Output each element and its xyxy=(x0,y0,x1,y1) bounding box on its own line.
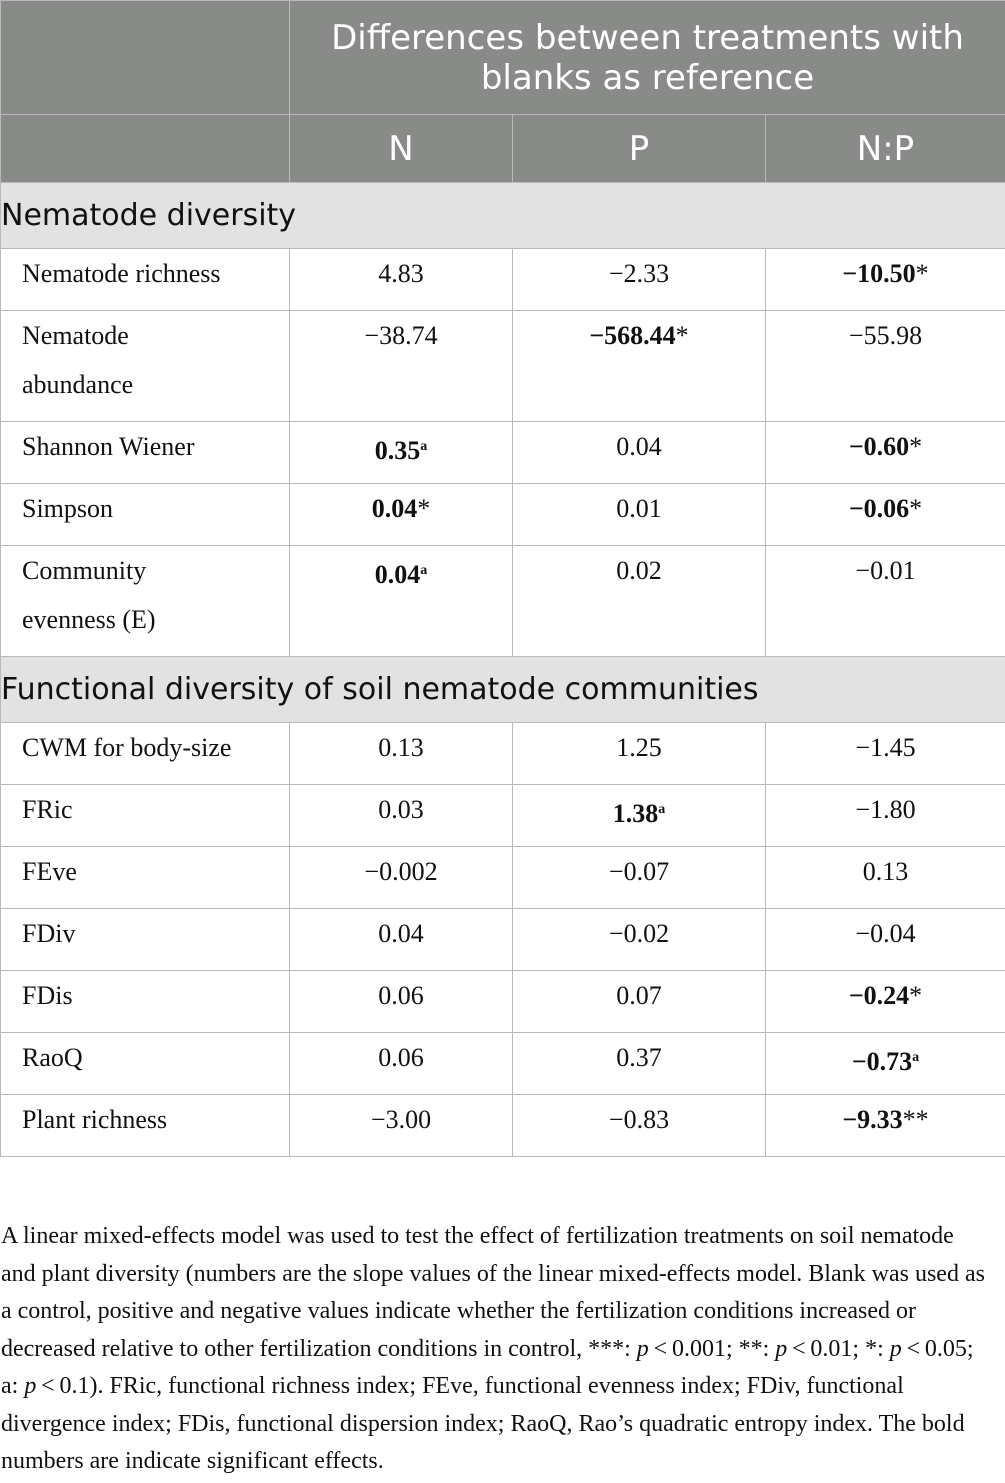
column-header-p: P xyxy=(513,115,766,183)
cell-n xyxy=(290,971,513,1033)
cell-p xyxy=(513,847,766,909)
cell-np xyxy=(766,484,1005,546)
header-corner-cell xyxy=(1,115,290,183)
cell-value: 0.01 xyxy=(616,494,662,523)
cell-p xyxy=(513,422,766,484)
cell-value: 0.04 xyxy=(378,919,424,948)
cell-value: 0.04 xyxy=(616,432,662,461)
table-row xyxy=(1,847,1005,909)
significance-superscript: a xyxy=(658,802,666,817)
table-row xyxy=(1,249,1005,311)
cell-p xyxy=(513,484,766,546)
cell-np xyxy=(766,909,1005,971)
header-corner-cell xyxy=(1,1,290,115)
table-body xyxy=(1,183,1005,1157)
cell-value: 1.38 xyxy=(612,799,659,828)
cell-value: −0.06 xyxy=(848,494,910,523)
cell-value: 0.02 xyxy=(616,556,662,585)
cell-p xyxy=(513,249,766,311)
cell-value: 0.04 xyxy=(371,494,418,523)
cell-value: −38.74 xyxy=(364,321,438,350)
cell-n xyxy=(290,909,513,971)
cell-n xyxy=(290,847,513,909)
cell-value: 0.13 xyxy=(862,857,909,886)
cell-value: 0.03 xyxy=(378,795,424,824)
row-label: RaoQ xyxy=(1,1033,290,1095)
column-header-n: N xyxy=(290,115,513,183)
row-label: FDis xyxy=(1,971,290,1033)
cell-value: −10.50 xyxy=(842,259,916,288)
cell-p xyxy=(513,311,766,422)
table-row xyxy=(1,909,1005,971)
table-row xyxy=(1,311,1005,422)
table-row xyxy=(1,723,1005,785)
cell-value: −0.02 xyxy=(608,919,670,948)
cell-np xyxy=(766,1033,1005,1095)
cell-value: 1.25 xyxy=(616,733,662,762)
cell-n xyxy=(290,723,513,785)
table-row xyxy=(1,546,1005,657)
significance-mark: * xyxy=(675,321,689,350)
cell-value: −9.33 xyxy=(842,1105,903,1134)
cell-value: −1.80 xyxy=(855,795,916,824)
header-group-row xyxy=(1,1,1005,115)
table-row xyxy=(1,484,1005,546)
cell-value: 0.04 xyxy=(374,560,421,589)
significance-superscript: a xyxy=(420,439,428,454)
cell-n xyxy=(290,484,513,546)
cell-value: −0.07 xyxy=(608,857,670,886)
cell-value: 0.06 xyxy=(378,981,424,1010)
table-row xyxy=(1,971,1005,1033)
table-row xyxy=(1,785,1005,847)
cell-np xyxy=(766,546,1005,657)
table-row xyxy=(1,1095,1005,1157)
cell-n xyxy=(290,546,513,657)
cell-value: −0.04 xyxy=(855,919,916,948)
significance-mark: * xyxy=(909,432,923,461)
significance-mark: * xyxy=(909,981,923,1010)
significance-superscript: a xyxy=(420,563,428,578)
cell-value: −0.60 xyxy=(848,432,910,461)
row-label: Simpson xyxy=(1,484,290,546)
row-label: Plant richness xyxy=(1,1095,290,1157)
cell-n xyxy=(290,785,513,847)
cell-value: 0.13 xyxy=(378,733,424,762)
row-label: FRic xyxy=(1,785,290,847)
row-label: CWM for body-size xyxy=(1,723,290,785)
cell-p xyxy=(513,1033,766,1095)
cell-np xyxy=(766,249,1005,311)
cell-np xyxy=(766,422,1005,484)
cell-value: −0.24 xyxy=(848,981,910,1010)
table-row xyxy=(1,422,1005,484)
header-group-title: Differences between treatments with blanks as reference xyxy=(290,1,1005,115)
significance-mark: ** xyxy=(902,1105,929,1134)
cell-value: 0.37 xyxy=(616,1043,662,1072)
cell-p xyxy=(513,971,766,1033)
cell-np xyxy=(766,723,1005,785)
cell-value: −0.73 xyxy=(851,1047,913,1076)
cell-value: −1.45 xyxy=(855,733,916,762)
significance-mark: * xyxy=(915,259,929,288)
cell-n xyxy=(290,249,513,311)
significance-superscript: a xyxy=(912,1050,920,1065)
section-title: Functional diversity of soil nematode communities xyxy=(1,657,1005,723)
column-header-np: N:P xyxy=(766,115,1005,183)
cell-np xyxy=(766,971,1005,1033)
cell-n xyxy=(290,1033,513,1095)
cell-value: 0.06 xyxy=(378,1043,424,1072)
row-label: Shannon Wiener xyxy=(1,422,290,484)
cell-value: −0.83 xyxy=(608,1105,670,1134)
section-title: Nematode diversity xyxy=(1,183,1005,249)
row-label: FEve xyxy=(1,847,290,909)
row-label: Nematode richness xyxy=(1,249,290,311)
cell-value: 0.07 xyxy=(616,981,662,1010)
cell-p xyxy=(513,909,766,971)
table-row xyxy=(1,1033,1005,1095)
cell-np xyxy=(766,785,1005,847)
cell-value: −568.44 xyxy=(589,321,676,350)
cell-value: 4.83 xyxy=(378,259,424,288)
significance-mark: * xyxy=(909,494,923,523)
table-footnote: A linear mixed-effects model was used to test the effect of fertilization treatments on soil nematode and plant diversity (numbers are the slope values of the linear mixed-effects model. Blank was used as a control, positive and negative values indicate whether the fertilization conditions increased or decreased relative to other fertilization conditions in control, ***: p < 0.001; **: p < 0.01; *: p < 0.05; a: p < 0.1). FRic, functional richness index; FEve, functional evenness index; FDiv, functional divergence index; FDis, functional dispersion index; RaoQ, Rao’s quadratic entropy index. The bold numbers are indicate significant effects. xyxy=(1,1223,985,1474)
significance-mark: * xyxy=(417,494,431,523)
cell-p xyxy=(513,1095,766,1157)
cell-np xyxy=(766,847,1005,909)
cell-n xyxy=(290,311,513,422)
cell-value: −3.00 xyxy=(370,1105,432,1134)
cell-value: −0.002 xyxy=(364,857,438,886)
row-label: FDiv xyxy=(1,909,290,971)
cell-n xyxy=(290,422,513,484)
cell-value: 0.35 xyxy=(374,436,421,465)
row-label: Nematode abundance xyxy=(1,311,290,422)
cell-p xyxy=(513,785,766,847)
cell-value: −2.33 xyxy=(608,259,670,288)
cell-np xyxy=(766,311,1005,422)
cell-p xyxy=(513,723,766,785)
section-header-row xyxy=(1,657,1005,723)
row-label: Community evenness (E) xyxy=(1,546,290,657)
cell-p xyxy=(513,546,766,657)
cell-value: −0.01 xyxy=(855,556,916,585)
section-header-row xyxy=(1,183,1005,249)
cell-n xyxy=(290,1095,513,1157)
cell-np xyxy=(766,1095,1005,1157)
cell-value: −55.98 xyxy=(848,321,923,350)
header-columns-row xyxy=(1,115,1005,183)
